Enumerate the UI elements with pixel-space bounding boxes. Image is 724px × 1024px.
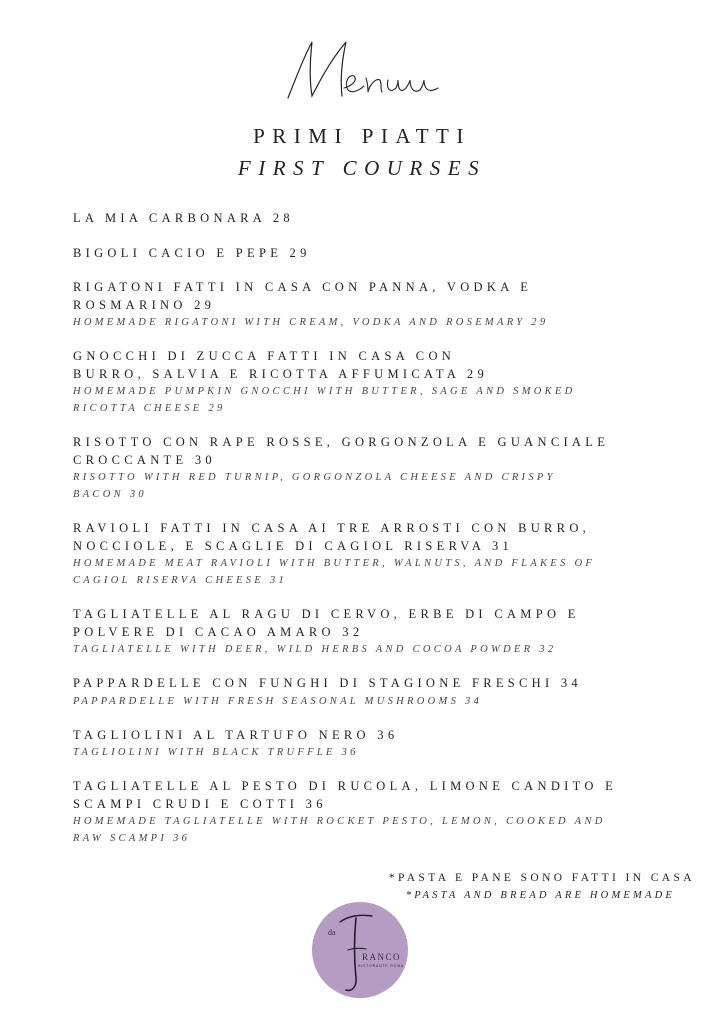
menu-item-name-italian: RIGATONI FATTI IN CASA CON PANNA, VODKA E ROSMARINO 29 bbox=[73, 280, 533, 312]
menu-item-name-italian: RISOTTO CON RAPE ROSSE, GORGONZOLA E GUANCIALE CROCCANTE 30 bbox=[73, 435, 610, 467]
menu-item-name-english: HOMEMADE TAGLIATELLE WITH ROCKET PESTO, LEMON, COOKED AND RAW SCAMPI 36 bbox=[73, 816, 606, 844]
menu-item bbox=[73, 348, 683, 417]
menu-script-title bbox=[282, 38, 452, 110]
menu-item bbox=[73, 727, 683, 762]
logo-name: RANCO bbox=[362, 952, 402, 962]
menu-item-name-italian: GNOCCHI DI ZUCCA FATTI IN CASA CON BURRO, SALVIA E RICOTTA AFFUMICATA 29 bbox=[73, 349, 489, 381]
menu-item bbox=[73, 245, 683, 263]
menu-item bbox=[73, 279, 683, 331]
menu-item bbox=[73, 520, 683, 589]
menu-item-name-english: HOMEMADE RIGATONI WITH CREAM, VODKA AND ROSEMARY 29 bbox=[73, 317, 549, 328]
menu-item bbox=[73, 606, 683, 658]
menu-item-name-english: RISOTTO WITH RED TURNIP, GORGONZOLA CHEESE AND CRISPY BACON 30 bbox=[73, 472, 556, 500]
logo-prefix: da bbox=[328, 928, 336, 937]
footnote-italian: *PASTA E PANE SONO FATTI IN CASA bbox=[388, 872, 695, 884]
section-title-english: FIRST COURSES bbox=[237, 156, 487, 180]
restaurant-logo bbox=[312, 902, 408, 998]
menu-item-name-italian: BIGOLI CACIO E PEPE 29 bbox=[73, 245, 311, 260]
menu-item-name-italian: TAGLIATELLE AL RAGU DI CERVO, ERBE DI CAMPO E POLVERE DI CACAO AMARO 32 bbox=[73, 607, 580, 639]
menu-item-name-english: TAGLIOLINI WITH BLACK TRUFFLE 36 bbox=[73, 747, 359, 758]
footnote-english: *PASTA AND BREAD ARE HOMEMADE bbox=[405, 890, 675, 901]
menu-item bbox=[73, 434, 683, 503]
menu-item-name-italian: RAVIOLI FATTI IN CASA AI TRE ARROSTI CON BURRO, NOCCIOLE, E SCAGLIE DI CAGIOL RISERVA 31 bbox=[73, 521, 591, 553]
menu-item bbox=[73, 675, 683, 710]
menu-item-name-english: HOMEMADE MEAT RAVIOLI WITH BUTTER, WALNUTS, AND FLAKES OF CAGIOL RISERVA CHEESE 31 bbox=[73, 558, 596, 586]
menu-item-name-english: TAGLIATELLE WITH DEER, WILD HERBS AND COCOA POWDER 32 bbox=[73, 644, 557, 655]
menu-item-name-italian: PAPPARDELLE CON FUNGHI DI STAGIONE FRESCHI 34 bbox=[73, 676, 582, 690]
section-title-italian: PRIMI PIATTI bbox=[253, 124, 471, 148]
menu-items-list bbox=[73, 210, 683, 847]
menu-item bbox=[73, 210, 683, 228]
logo-subtitle: RISTORANTE ROMA bbox=[358, 964, 404, 968]
footnotes bbox=[340, 870, 695, 904]
menu-item-name-italian: LA MIA CARBONARA 28 bbox=[73, 211, 294, 225]
menu-item-name-italian: TAGLIATELLE AL PESTO DI RUCOLA, LIMONE CANDITO E SCAMPI CRUDI E COTTI 36 bbox=[73, 779, 618, 811]
menu-item-name-italian: TAGLIOLINI AL TARTUFO NERO 36 bbox=[73, 727, 399, 742]
menu-item-name-english: PAPPARDELLE WITH FRESH SEASONAL MUSHROOMS 34 bbox=[73, 695, 483, 707]
menu-item-name-english: HOMEMADE PUMPKIN GNOCCHI WITH BUTTER, SAGE AND SMOKED RICOTTA CHEESE 29 bbox=[73, 386, 576, 414]
menu-item bbox=[73, 778, 683, 847]
